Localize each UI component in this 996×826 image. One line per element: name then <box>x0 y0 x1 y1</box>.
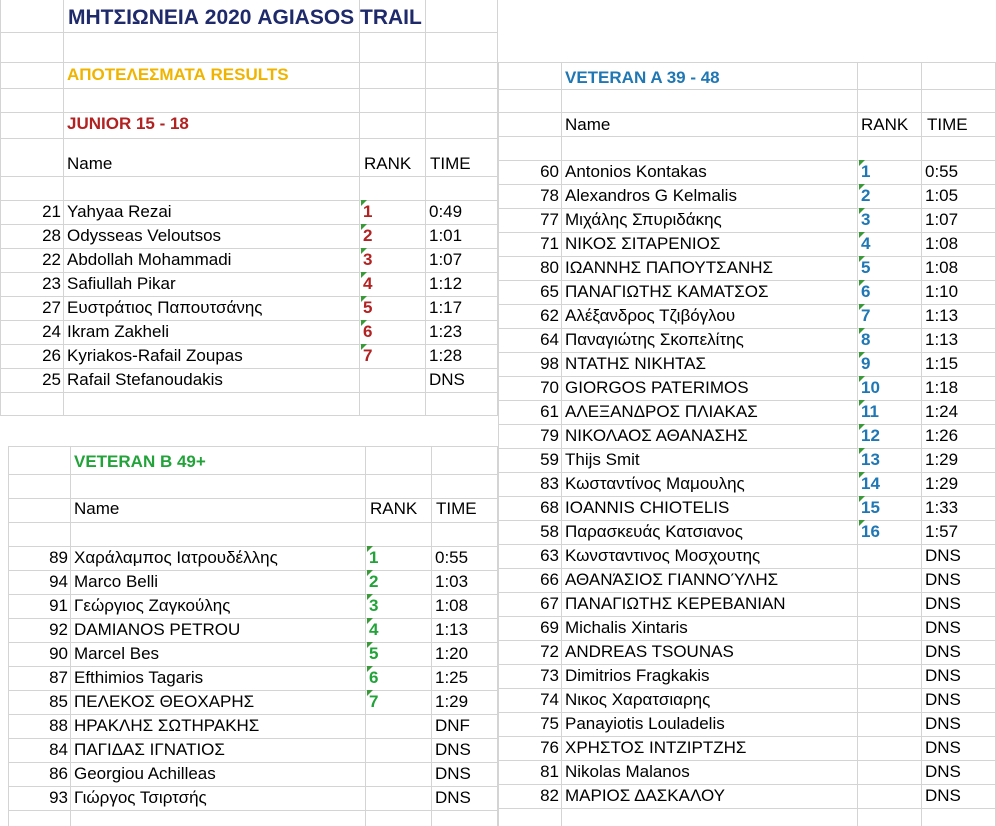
bib-number: 69 <box>540 618 559 637</box>
rank-value: 8 <box>861 330 871 349</box>
table-row <box>498 232 996 256</box>
rank-value: 6 <box>363 322 373 341</box>
bib-number: 79 <box>540 426 559 445</box>
runner-name: Thijs Smit <box>565 450 640 469</box>
table-row <box>498 472 996 496</box>
runner-name: ANDREAS TSOUNAS <box>565 642 734 661</box>
bib-number: 76 <box>540 738 559 757</box>
runner-name: Παναγιώτης Σκοπελίτης <box>565 330 744 349</box>
runner-name: Panayiotis Louladelis <box>565 714 725 733</box>
table-row <box>8 642 498 666</box>
rank-value: 11 <box>861 402 879 421</box>
runner-name: Marcel Bes <box>74 644 160 663</box>
finish-time: DNS <box>925 666 961 685</box>
bib-number: 72 <box>540 642 559 661</box>
bib-number: 65 <box>540 282 559 301</box>
bib-number: 77 <box>540 210 559 229</box>
bib-number: 61 <box>540 402 559 421</box>
bib-number: 59 <box>540 450 559 469</box>
finish-time: 1:01 <box>429 226 463 245</box>
runner-name: ΠΑΝΑΓΙΩΤΗΣ ΚΕΡΕΒΑΝΙΑΝ <box>565 594 786 613</box>
veteran-a-header-rank: RANK <box>861 115 909 134</box>
rank-value: 5 <box>861 258 871 277</box>
runner-name: Παρασκευάς Κατσιανος <box>565 522 743 541</box>
finish-time: 1:08 <box>925 258 959 277</box>
finish-time: DNS <box>925 714 961 733</box>
table-row <box>498 328 996 352</box>
table-row <box>498 208 996 232</box>
table-row <box>498 184 996 208</box>
runner-name: Χαράλαμπος Ιατρουδέλλης <box>74 548 278 567</box>
bib-number: 62 <box>540 306 559 325</box>
bib-number: 88 <box>49 716 68 735</box>
table-row <box>498 592 996 616</box>
runner-name: ΝΙΚΟΣ ΣΙΤΑΡΕΝΙΟΣ <box>565 234 721 253</box>
runner-name: Efthimios Tagaris <box>74 668 204 687</box>
finish-time: 1:08 <box>435 596 469 615</box>
bib-number: 60 <box>540 162 559 181</box>
bib-number: 63 <box>540 546 559 565</box>
bib-number: 75 <box>540 714 559 733</box>
rank-value: 3 <box>861 210 871 229</box>
bib-number: 70 <box>540 378 559 397</box>
finish-time: 1:25 <box>435 668 469 687</box>
runner-name: Safiullah Pikar <box>67 274 176 293</box>
rank-value: 3 <box>369 596 379 615</box>
finish-time: DNS <box>925 762 961 781</box>
table-row <box>498 712 996 736</box>
junior-heading: JUNIOR 15 - 18 <box>67 114 189 133</box>
bib-number: 85 <box>49 692 68 711</box>
table-row <box>498 736 996 760</box>
table-row <box>498 256 996 280</box>
rank-value: 3 <box>363 250 373 269</box>
finish-time: 1:33 <box>925 498 959 517</box>
table-row <box>498 304 996 328</box>
rank-value: 14 <box>861 474 880 493</box>
bib-number: 24 <box>42 322 61 341</box>
bib-number: 78 <box>540 186 559 205</box>
runner-name: Alexandros G Kelmalis <box>565 186 737 205</box>
junior-header-rank: RANK <box>364 154 412 173</box>
table-row <box>0 200 498 224</box>
bib-number: 26 <box>42 346 61 365</box>
runner-name: Marco Belli <box>74 572 159 591</box>
rank-value: 5 <box>363 298 373 317</box>
veteran-a-panel <box>498 62 996 826</box>
table-row <box>498 496 996 520</box>
finish-time: DNS <box>435 740 471 759</box>
runner-name: DAMIANOS PETROU <box>74 620 241 639</box>
rank-value: 7 <box>369 692 379 711</box>
veteran-b-header-rank: RANK <box>370 499 418 518</box>
finish-time: DNS <box>435 788 471 807</box>
runner-name: ΑΛΕΞΑΝΔΡΟΣ ΠΛΙΑΚΑΣ <box>565 402 758 421</box>
rank-value: 2 <box>363 226 373 245</box>
table-row <box>498 376 996 400</box>
rank-value: 2 <box>861 186 871 205</box>
table-row <box>498 640 996 664</box>
runner-name: Yahyaa Rezai <box>67 202 172 221</box>
finish-time: DNS <box>925 570 961 589</box>
rank-value: 10 <box>861 378 880 397</box>
finish-time: DNS <box>925 690 961 709</box>
table-row <box>498 688 996 712</box>
veteran-b-header-name: Name <box>74 499 120 518</box>
runner-name: Κωνσταντινος Μοσχουτης <box>565 546 761 565</box>
runner-name: Αλέξανδρος Τζιβόγλου <box>565 306 736 325</box>
table-row <box>498 400 996 424</box>
table-row <box>8 594 498 618</box>
table-row <box>498 160 996 184</box>
bib-number: 81 <box>540 762 559 781</box>
rank-value: 5 <box>369 644 379 663</box>
rank-value: 4 <box>369 620 379 639</box>
table-row <box>498 760 996 784</box>
bib-number: 91 <box>49 596 68 615</box>
finish-time: 1:17 <box>429 298 463 317</box>
page-title: ΜΗΤΣΙΩΝΕΙΑ 2020 AGIASOS TRAIL <box>68 6 422 29</box>
runner-name: Rafail Stefanoudakis <box>67 370 223 389</box>
runner-name: Ευστράτιος Παπουτσάνης <box>67 298 263 317</box>
finish-time: DNS <box>925 642 961 661</box>
rank-value: 4 <box>861 234 871 253</box>
veteran-a-header-name: Name <box>565 115 611 134</box>
table-row <box>0 320 498 344</box>
bib-number: 21 <box>42 202 61 221</box>
junior-header-time: TIME <box>430 154 471 173</box>
bib-number: 71 <box>540 234 559 253</box>
table-row <box>8 690 498 714</box>
rank-value: 1 <box>363 202 373 221</box>
finish-time: 1:29 <box>925 474 959 493</box>
bib-number: 68 <box>540 498 559 517</box>
finish-time: 1:03 <box>435 572 469 591</box>
table-row <box>8 714 498 738</box>
finish-time: 1:07 <box>429 250 463 269</box>
runner-name: ΠΑΝΑΓΙΩΤΗΣ ΚΑΜΑΤΣΟΣ <box>565 282 769 301</box>
finish-time: 1:13 <box>925 330 959 349</box>
finish-time: DNS <box>435 764 471 783</box>
table-row <box>0 296 498 320</box>
table-row <box>0 248 498 272</box>
bib-number: 89 <box>49 548 68 567</box>
bib-number: 90 <box>49 644 68 663</box>
finish-time: 0:55 <box>435 548 469 567</box>
bib-number: 92 <box>49 620 68 639</box>
runner-name: ΗΡΑΚΛΗΣ ΣΩΤΗΡΑΚΗΣ <box>74 716 260 735</box>
runner-name: Dimitrios Fragkakis <box>565 666 710 685</box>
veteran-b-heading: VETERAN B 49+ <box>74 452 206 471</box>
finish-time: DNS <box>925 738 961 757</box>
results-subtitle: ΑΠΟΤΕΛΕΣΜΑΤΑ RESULTS <box>67 65 289 84</box>
veteran-b-header-time: TIME <box>436 499 477 518</box>
bib-number: 94 <box>49 572 68 591</box>
runner-name: ΝΤΑΤΗΣ ΝΙΚΗΤΑΣ <box>565 354 706 373</box>
table-row <box>498 568 996 592</box>
runner-name: Kyriakos-Rafail Zoupas <box>67 346 243 365</box>
veteran-b-panel <box>8 446 498 826</box>
finish-time: DNS <box>925 546 961 565</box>
runner-name: GIORGOS PATERIMOS <box>565 378 749 397</box>
runner-name: Michalis Xintaris <box>565 618 688 637</box>
finish-time: 1:20 <box>435 644 469 663</box>
bib-number: 22 <box>42 250 61 269</box>
bib-number: 28 <box>42 226 61 245</box>
finish-time: DNS <box>925 786 961 805</box>
finish-time: 1:29 <box>925 450 959 469</box>
finish-time: 1:26 <box>925 426 959 445</box>
finish-time: 1:29 <box>435 692 469 711</box>
finish-time: 1:05 <box>925 186 959 205</box>
runner-name: ΧΡΗΣΤΟΣ ΙΝΤΖΙΡΤΖΗΣ <box>565 738 747 757</box>
table-row <box>8 786 498 810</box>
finish-time: 1:15 <box>925 354 959 373</box>
table-row <box>498 664 996 688</box>
table-row <box>8 570 498 594</box>
runner-name: ΙΩΑΝΝΗΣ ΠΑΠΟΥΤΣΑΝΗΣ <box>565 258 774 277</box>
table-row <box>8 666 498 690</box>
bib-number: 73 <box>540 666 559 685</box>
rank-value: 7 <box>861 306 871 325</box>
runner-name: Νικος Χαρατσιαρης <box>565 690 711 709</box>
runner-name: ΠΑΓΙΔΑΣ ΙΓΝΑΤΙΟΣ <box>74 740 225 759</box>
rank-value: 15 <box>861 498 880 517</box>
bib-number: 83 <box>540 474 559 493</box>
table-row <box>0 272 498 296</box>
bib-number: 98 <box>540 354 559 373</box>
table-row <box>0 224 498 248</box>
runner-name: Μιχάλης Σπυριδάκης <box>565 210 722 229</box>
finish-time: 1:24 <box>925 402 959 421</box>
runner-name: Nikolas Malanos <box>565 762 690 781</box>
finish-time: 1:08 <box>925 234 959 253</box>
table-row <box>498 784 996 808</box>
table-row <box>498 424 996 448</box>
bib-number: 25 <box>42 370 61 389</box>
table-row <box>8 738 498 762</box>
bib-number: 93 <box>49 788 68 807</box>
rank-value: 13 <box>861 450 880 469</box>
veteran-a-heading: VETERAN A 39 - 48 <box>565 68 720 87</box>
table-row <box>498 616 996 640</box>
rank-value: 9 <box>861 354 871 373</box>
finish-time: 1:13 <box>435 620 469 639</box>
finish-time: 1:57 <box>925 522 959 541</box>
table-row <box>498 352 996 376</box>
finish-time: 1:10 <box>925 282 959 301</box>
table-row <box>8 618 498 642</box>
bib-number: 82 <box>540 786 559 805</box>
bib-number: 58 <box>540 522 559 541</box>
finish-time: 1:12 <box>429 274 463 293</box>
bib-number: 86 <box>49 764 68 783</box>
table-row <box>0 368 498 392</box>
table-row <box>0 344 498 368</box>
junior-panel <box>0 0 498 416</box>
bib-number: 84 <box>49 740 68 759</box>
finish-time: DNF <box>435 716 470 735</box>
veteran-a-header-time: TIME <box>927 115 968 134</box>
finish-time: 1:23 <box>429 322 463 341</box>
runner-name: ΜΑΡΙΟΣ ΔΑΣΚΑΛΟΥ <box>565 786 725 805</box>
finish-time: 0:55 <box>925 162 959 181</box>
bib-number: 67 <box>540 594 559 613</box>
runner-name: Ikram Zakheli <box>67 322 170 341</box>
table-row <box>8 762 498 786</box>
runner-name: Antonios Kontakas <box>565 162 707 181</box>
bib-number: 27 <box>42 298 61 317</box>
finish-time: 0:49 <box>429 202 463 221</box>
rank-value: 7 <box>363 346 373 365</box>
rank-value: 1 <box>861 162 871 181</box>
rank-value: 6 <box>861 282 871 301</box>
bib-number: 87 <box>49 668 68 687</box>
runner-name: ΝΙΚΟΛΑΟΣ ΑΘΑΝΑΣΗΣ <box>565 426 748 445</box>
finish-time: 1:28 <box>429 346 463 365</box>
rank-value: 16 <box>861 522 880 541</box>
rank-value: 12 <box>861 426 880 445</box>
table-row <box>498 280 996 304</box>
runner-name: IOANNIS CHIOTELIS <box>565 498 730 517</box>
runner-name: ΑΘΑΝΆΣΙΟΣ ΓΙΑΝΝΟΎΛΗΣ <box>565 570 779 589</box>
rank-value: 2 <box>369 572 379 591</box>
runner-name: Γιώργος Τσιρτσής <box>74 788 207 807</box>
finish-time: DNS <box>925 618 961 637</box>
table-row <box>498 520 996 544</box>
runner-name: Odysseas Veloutsos <box>67 226 222 245</box>
bib-number: 66 <box>540 570 559 589</box>
table-row <box>8 546 498 570</box>
runner-name: ΠΕΛΕΚΟΣ ΘΕΟΧΑΡΗΣ <box>74 692 255 711</box>
finish-time: 1:07 <box>925 210 959 229</box>
finish-time: 1:18 <box>925 378 959 397</box>
runner-name: Georgiou Achilleas <box>74 764 216 783</box>
rank-value: 6 <box>369 668 379 687</box>
runner-name: Abdollah Mohammadi <box>67 250 232 269</box>
table-row <box>498 448 996 472</box>
finish-time: DNS <box>925 594 961 613</box>
finish-time: 1:13 <box>925 306 959 325</box>
runner-name: Γεώργιος Ζαγκούλης <box>74 596 231 615</box>
rank-value: 1 <box>369 548 379 567</box>
runner-name: Κωσταντίνος Μαμουλης <box>565 474 745 493</box>
finish-time: DNS <box>429 370 465 389</box>
bib-number: 80 <box>540 258 559 277</box>
table-row <box>498 544 996 568</box>
rank-value: 4 <box>363 274 373 293</box>
bib-number: 74 <box>540 690 559 709</box>
junior-header-name: Name <box>67 154 113 173</box>
bib-number: 64 <box>540 330 559 349</box>
bib-number: 23 <box>42 274 61 293</box>
